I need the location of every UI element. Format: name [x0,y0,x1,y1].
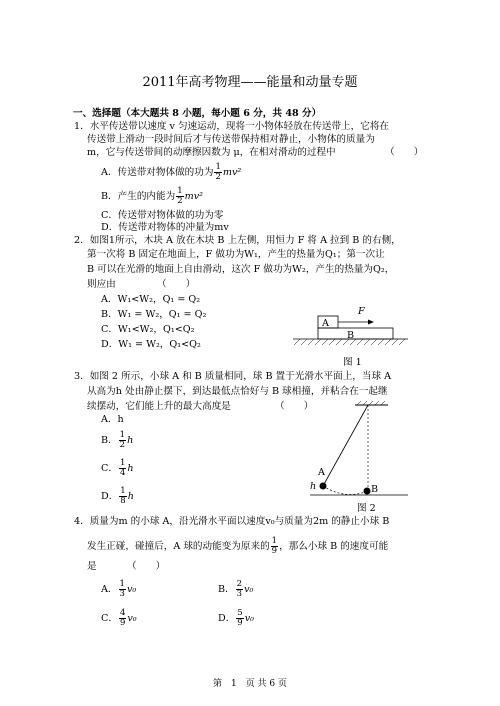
page-footer: 第 1 页 共 6 页 [212,679,288,689]
fig2-label-h: h [310,481,317,492]
q3-line3: 续摆动，它们能上升的最大高度是 [87,401,231,412]
q1-line3: m，它与传送带间的动摩擦因数为 μ，在相对滑动的过程中 [87,147,336,158]
fig1-label-f: F [358,306,365,317]
q3-fraction-c: $\frac{1}{4}$ [119,458,126,478]
q1-fraction: $\frac{1}{2}$ [215,162,221,182]
q4-bracket: （ ） [127,561,166,572]
q2-option-a: A．W₁<W₂，Q₁ = Q₂ [101,294,201,305]
fig1-label-a: A [322,318,329,329]
q1-line2: 传送带上滑动一段时间后才与传送带保持相对静止，小物体的质量为 [87,134,375,145]
q3-option-b: B． $\frac{1}{2}$ h [101,430,134,450]
q3-line2: 从高为h 处由静止摆下，到达最低点恰好与 B 球相撞，并粘合在一起继 [87,386,388,397]
q4-option-c: C． $\frac{4}{9}$ v₀ [101,608,137,628]
q3-option-d: D． $\frac{1}{8}$ h [101,486,134,506]
q4-line2: 发生正碰，碰撞后，A 球的动能变为原来的 $\frac{1}{9}$ ，那么小球 B 的速度可能 [87,536,389,556]
q1-bracket: （ ） [385,147,424,158]
q3-option-a: A．h [101,414,124,425]
q3-fraction-d: $\frac{1}{8}$ [120,486,126,506]
q2-option-c: C．W₁<W₂，Q₁<Q₂ [101,324,195,335]
fig1-label-b: B [347,330,355,341]
q1-option-b-label: B．产生的内能为 [101,191,176,202]
q4-option-d: D． $\frac{5}{9}$ v₀ [218,608,254,628]
q2-bracket: （ ） [157,279,196,290]
q3-line1: 3．如图 2 所示，小球 A 和 B 质量相同，球 B 置于光滑水平面上，当球 A [74,371,392,382]
fig2-label-a: A [318,467,325,478]
fig2-label-b: B [371,484,379,495]
fig2-caption: 图 2 [357,503,376,514]
q2-line3: B 可以在光滑的地面上自由滑动，这次 F 做功为W₂，产生的热量为Q₂， [87,264,395,275]
figure-2 [300,400,415,500]
q3-fraction-b: $\frac{1}{2}$ [119,430,126,450]
q4-line1: 4．质量为m 的小球 A，沿光滑水平面以速度v₀与质量为2m 的静止小球 B [74,516,390,527]
q1-line1: 1．水平传送带以速度 v 匀速运动，现将一小物体轻放在传送带上，它将在 [74,121,390,132]
q2-line4: 则应由 [87,279,116,290]
page-title: 2011年高考物理——能量和动量专题 [142,75,358,90]
q4-line3: 是 [87,561,97,572]
q3-bracket: （ ） [275,401,314,412]
q4-option-b: B． $\frac{2}{3}$ v₀ [218,579,254,599]
q2-line2: 第一次将 B 固定在地面上，F 做功为W₁，产生的热量为Q₁；第一次让 [87,249,385,260]
fig1-caption: 图 1 [343,357,362,368]
q2-line1: 2．如图1所示，木块 A 放在木块 B 上左侧，用恒力 F 将 A 拉到 B 的右侧， [74,235,401,246]
q1-option-b: B．产生的内能为 $\frac{1}{2}$ mv² [101,186,204,206]
q4-option-a: A． $\frac{1}{3}$ v₀ [101,579,137,599]
q1-fraction: $\frac{1}{2}$ [177,186,183,206]
q1-option-a-label: A．传送带对物体做的功为 [101,167,214,178]
q2-option-b: B．W₁ = W₂，Q₁ = Q₂ [101,309,207,320]
q3-option-c: C． $\frac{1}{4}$ h [101,458,134,478]
q4-fraction: $\frac{1}{9}$ [271,536,278,556]
q2-option-d: D．W₁ = W₂，Q₁<Q₂ [101,339,201,350]
section-heading: 一、选择题（本大题共 8 小题，每小题 6 分，共 48 分） [73,108,322,119]
q1-option-c: C．传送带对物体做的功为零 [101,210,224,221]
q1-option-a: A．传送带对物体做的功为 $\frac{1}{2}$ mv² [101,162,242,182]
q1-option-d: D．传送带对物体的冲量为mv [101,222,229,233]
